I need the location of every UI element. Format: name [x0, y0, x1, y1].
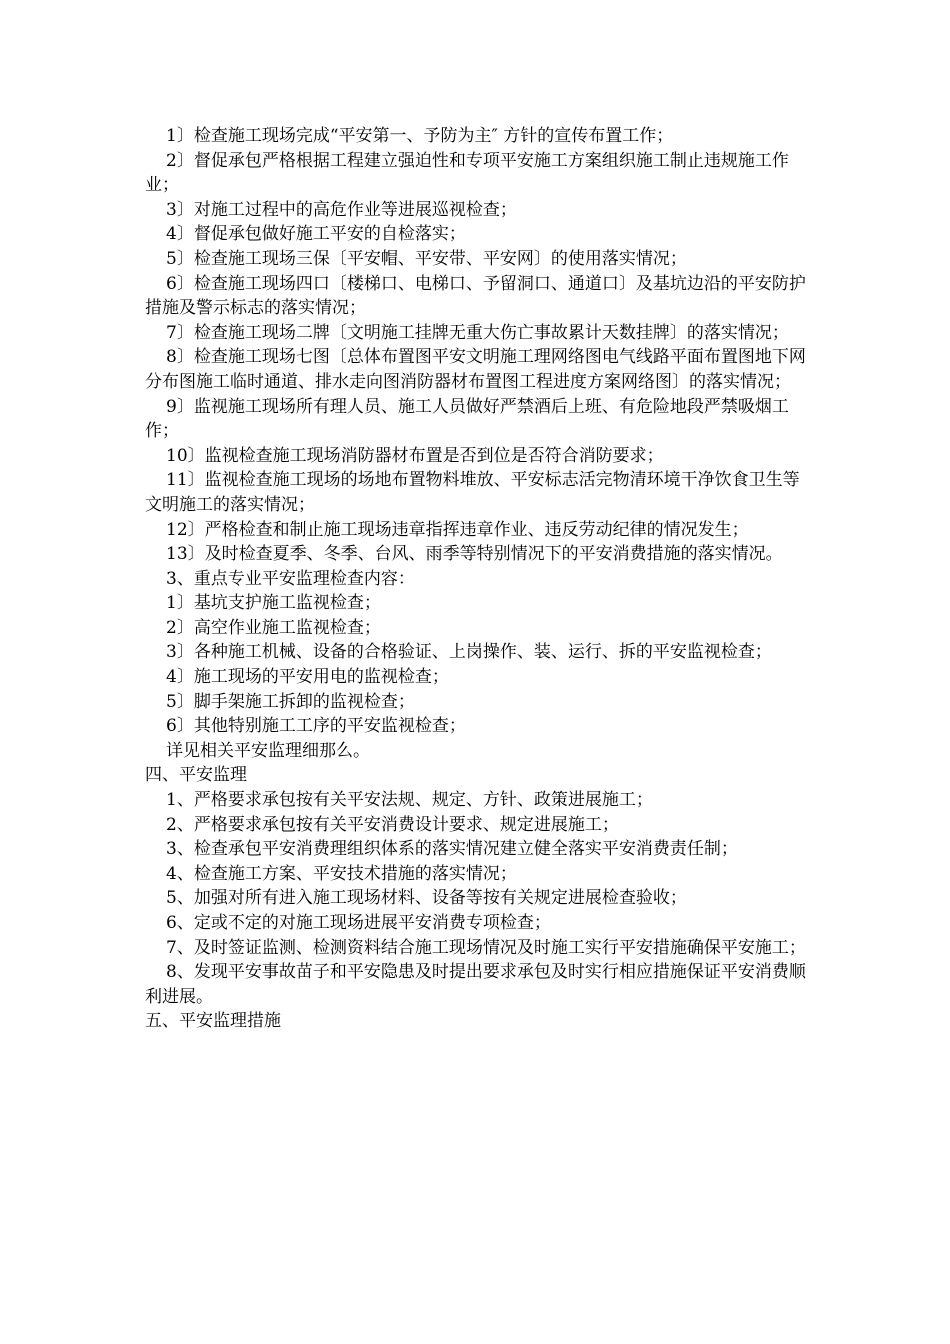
section-heading: 四、平安监理 [145, 765, 247, 786]
paragraph: 5〕检查施工现场三保〔平安帽、平安带、平安网〕的使用落实情况； [166, 248, 687, 269]
paragraph: 4〕督促承包做好施工平安的自检落实； [166, 224, 466, 245]
paragraph: 2〕督促承包严格根据工程建立强迫性和专项平安施工方案组织施工制止违规施工作业； [145, 150, 789, 196]
document-body [145, 124, 810, 1034]
paragraph: 8〕检查施工现场七图〔总体布置图平安文明施工理网络图电气线路平面布置图地下网分布图施工临时通道、排水走向图消防器材布置图工程进度方案网络图〕的落实情况； [145, 347, 806, 392]
paragraph: 1〕基坑支护施工监视检查； [166, 593, 381, 614]
paragraph: 4〕施工现场的平安用电的监视检查； [166, 667, 449, 688]
paragraph: 12〕严格检查和制止施工现场违章指挥违章作业、违反劳动纪律的情况发生； [166, 519, 749, 540]
paragraph: 3〕对施工过程中的高危作业等进展巡视检查； [166, 199, 517, 220]
paragraph: 1、严格要求承包按有关平安法规、规定、方针、政策进展施工； [166, 790, 653, 811]
paragraph: 3〕各种施工机械、设备的合格验证、上岗操作、装、运行、拆的平安监视检查； [166, 642, 772, 663]
paragraph: 10〕监视检查施工现场消防器材布置是否到位是否符合消防要求； [166, 445, 664, 466]
paragraph: 6〕其他特别施工工序的平安监视检查； [166, 716, 466, 737]
paragraph: 1〕检查施工现场完成“平安第一、予防为主″ 方针的宣传布置工作； [166, 126, 674, 146]
paragraph: 9〕监视施工现场所有理人员、施工人员做好严禁酒后上班、有危险地段严禁吸烟工作； [145, 396, 789, 442]
paragraph: 6、定或不定的对施工现场进展平安消费专项检查； [166, 913, 551, 933]
paragraph: 5〕脚手架施工拆卸的监视检查； [166, 691, 415, 712]
paragraph: 4、检查施工方案、平安技术措施的落实情况； [166, 863, 517, 884]
paragraph: 8、发现平安事故苗子和平安隐患及时提出要求承包及时实行相应措施保证平安消费顺利进展。 [145, 962, 806, 1007]
paragraph: 11〕监视检查施工现场的场地布置物料堆放、平安标志活完物清环境干净饮食卫生等文明施工的落实情况； [145, 470, 800, 515]
paragraph: 7〕检查施工现场二牌〔文明施工挂牌无重大伤亡事故累计天数挂牌〕的落实情况； [166, 322, 789, 343]
paragraph: 13〕及时检查夏季、冬季、台风、雨季等特别情况下的平安消费措施的落实情况。 [166, 544, 783, 565]
paragraph: 3、重点专业平安监理检查内容： [166, 568, 415, 589]
paragraph: 2、严格要求承包按有关平安消费设计要求、规定进展施工； [166, 814, 619, 835]
paragraph: 详见相关平安监理细那么。 [166, 740, 370, 761]
section-heading: 五、平安监理措施 [145, 1011, 281, 1032]
paragraph: 5、加强对所有进入施工现场材料、设备等按有关规定进展检查验收； [166, 888, 687, 909]
paragraph: 6〕检查施工现场四口〔楼梯口、电梯口、予留洞口、通道口〕及基坑边沿的平安防护措施及警示标志的落实情况； [145, 273, 806, 319]
paragraph: 3、检查承包平安消费理组织体系的落实情况建立健全落实平安消费责任制； [166, 839, 738, 860]
paragraph: 7、及时签证监测、检测资料结合施工现场情况及时施工实行平安措施确保平安施工； [166, 937, 806, 958]
paragraph: 2〕高空作业施工监视检查； [166, 617, 381, 638]
